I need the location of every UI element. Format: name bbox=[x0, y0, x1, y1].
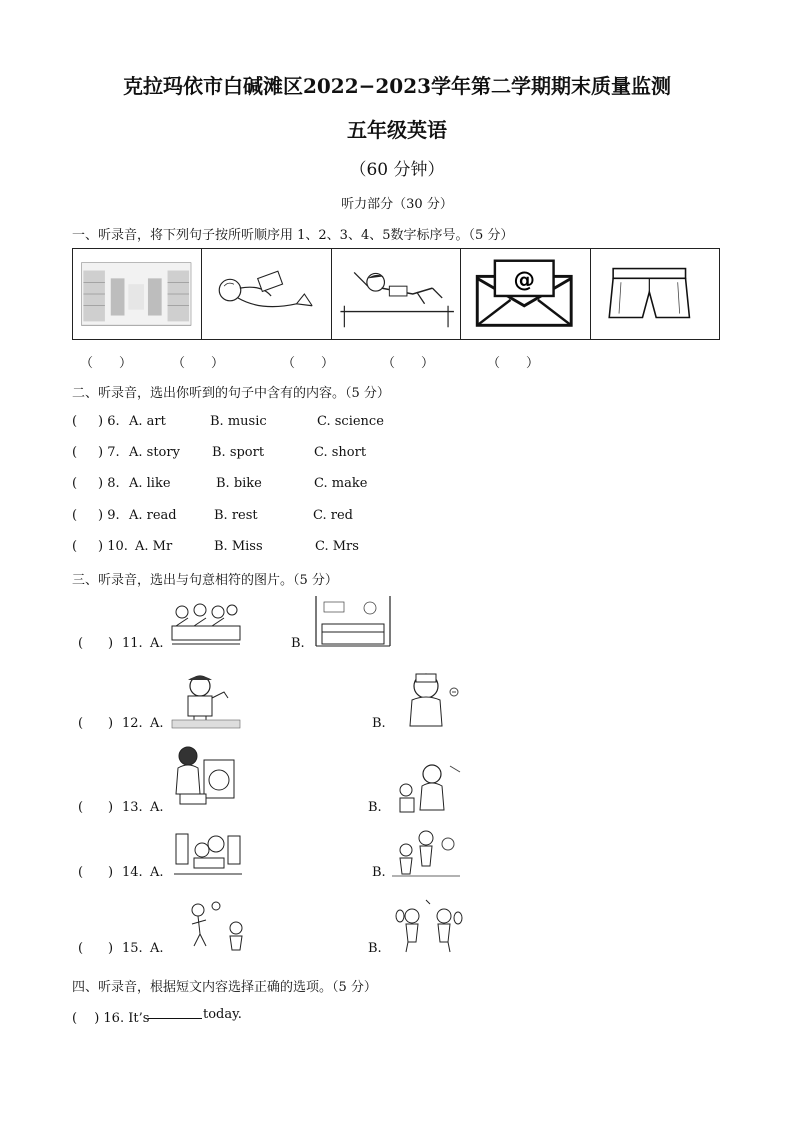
q14-paren-close: ) bbox=[108, 865, 114, 880]
q9-paren[interactable]: ( bbox=[72, 508, 78, 523]
shorts-picture bbox=[591, 249, 719, 339]
svg-text:@: @ bbox=[513, 268, 536, 294]
high-jump-picture bbox=[332, 249, 461, 339]
reading-boy-icon bbox=[202, 249, 330, 339]
q11-number: 11. bbox=[122, 636, 143, 651]
q11-picture-b[interactable] bbox=[314, 594, 392, 648]
q10-option-a[interactable]: A. Mr bbox=[135, 539, 173, 554]
email-picture bbox=[461, 249, 590, 339]
q7-paren[interactable]: ( bbox=[72, 445, 78, 460]
q7-option-b[interactable]: B. sport bbox=[212, 445, 265, 460]
classroom-kids-icon bbox=[170, 600, 242, 646]
q8-option-c[interactable]: C. make bbox=[314, 476, 368, 491]
q15-number: 15. bbox=[122, 941, 143, 956]
q11-option-b[interactable]: B. bbox=[291, 636, 305, 651]
high-jump-icon bbox=[332, 249, 460, 339]
q9-number: ) 9. bbox=[98, 508, 120, 523]
q8-paren[interactable]: ( bbox=[72, 476, 78, 491]
q13-option-b[interactable]: B. bbox=[368, 800, 382, 815]
q16-suffix: today. bbox=[203, 1007, 242, 1022]
email-envelope-icon bbox=[461, 249, 589, 339]
q8-number: ) 8. bbox=[98, 476, 120, 491]
q12-paren-open[interactable]: ( bbox=[78, 716, 84, 731]
badminton-kids-icon bbox=[392, 896, 464, 956]
q14-paren-open[interactable]: ( bbox=[78, 865, 84, 880]
section2-heading: 二、听录音，选出你听到的句子中含有的内容。（5 分） bbox=[72, 386, 390, 401]
q15-paren-open[interactable]: ( bbox=[78, 941, 84, 956]
tennis-players-icon bbox=[178, 898, 250, 954]
q12-option-a[interactable]: A. bbox=[150, 716, 164, 731]
q6-option-a[interactable]: A. art bbox=[129, 414, 166, 429]
q9-option-c[interactable]: C. red bbox=[313, 508, 353, 523]
answer-slot-3[interactable]: （ ） bbox=[282, 356, 335, 371]
q10-paren[interactable]: ( bbox=[72, 539, 78, 554]
q13-number: 13. bbox=[122, 800, 143, 815]
q15-option-b[interactable]: B. bbox=[368, 941, 382, 956]
q8-option-b[interactable]: B. bike bbox=[216, 476, 262, 491]
q10-option-c[interactable]: C. Mrs bbox=[315, 539, 359, 554]
q13-paren-close: ) bbox=[108, 800, 114, 815]
listening-part-label: 听力部分（30 分） bbox=[341, 197, 453, 212]
q11-picture-a[interactable] bbox=[170, 600, 242, 646]
q11-paren-open[interactable]: ( bbox=[78, 636, 84, 651]
q9-option-a[interactable]: A. read bbox=[129, 508, 177, 523]
q6-paren[interactable]: ( bbox=[72, 414, 78, 429]
answer-slot-2[interactable]: （ ） bbox=[172, 356, 225, 371]
q9-option-b[interactable]: B. rest bbox=[214, 508, 258, 523]
q16-blank[interactable] bbox=[148, 1007, 202, 1023]
q13-picture-b[interactable] bbox=[394, 760, 462, 820]
section4-heading: 四、听录音，根据短文内容选择正确的选项。（5 分） bbox=[72, 980, 377, 995]
q12-paren-close: ) bbox=[108, 716, 114, 731]
q16-prefix: ( ) 16. It’s bbox=[72, 1011, 150, 1026]
q12-picture-a[interactable] bbox=[170, 672, 242, 730]
q14-picture-b[interactable] bbox=[390, 826, 462, 880]
kids-playing-icon bbox=[390, 826, 462, 880]
q8-option-a[interactable]: A. like bbox=[129, 476, 171, 491]
q15-picture-a[interactable] bbox=[178, 898, 250, 954]
q6-number: ) 6. bbox=[98, 414, 120, 429]
q14-number: 14. bbox=[122, 865, 143, 880]
library-icon bbox=[73, 249, 201, 339]
q6-option-c[interactable]: C. science bbox=[317, 414, 384, 429]
q14-option-a[interactable]: A. bbox=[150, 865, 164, 880]
q7-number: ) 7. bbox=[98, 445, 120, 460]
exam-title: 克拉玛依市白碱滩区2022−2023学年第二学期期末质量监测 bbox=[122, 74, 672, 98]
boy-with-towel-icon bbox=[170, 672, 242, 730]
q14-picture-a[interactable] bbox=[172, 828, 244, 878]
q12-option-b[interactable]: B. bbox=[372, 716, 386, 731]
q13-picture-a[interactable] bbox=[170, 744, 238, 808]
q12-number: 12. bbox=[122, 716, 143, 731]
q13-paren-open[interactable]: ( bbox=[78, 800, 84, 815]
answer-slot-1[interactable]: （ ） bbox=[80, 356, 133, 371]
q15-option-a[interactable]: A. bbox=[150, 941, 164, 956]
q14-option-b[interactable]: B. bbox=[372, 865, 386, 880]
q7-option-c[interactable]: C. short bbox=[314, 445, 367, 460]
q10-number: ) 10. bbox=[98, 539, 128, 554]
q11-option-a[interactable]: A. bbox=[150, 636, 164, 651]
q7-option-a[interactable]: A. story bbox=[129, 445, 180, 460]
q11-paren-close: ) bbox=[108, 636, 114, 651]
shorts-icon bbox=[591, 249, 719, 339]
answer-slot-4[interactable]: （ ） bbox=[382, 356, 435, 371]
exam-duration: （60 分钟） bbox=[349, 160, 445, 180]
kitchen-room-icon bbox=[314, 594, 392, 648]
section1-heading: 一、听录音，将下列句子按所听顺序用 1、2、3、4、5数字标序号。（5 分） bbox=[72, 228, 514, 243]
q10-option-b[interactable]: B. Miss bbox=[214, 539, 263, 554]
sleeping-boy-picture bbox=[202, 249, 331, 339]
q15-paren-close: ) bbox=[108, 941, 114, 956]
washing-machine-icon bbox=[170, 744, 238, 808]
q13-option-a[interactable]: A. bbox=[150, 800, 164, 815]
section1-picture-table bbox=[72, 248, 720, 340]
section3-heading: 三、听录音，选出与句意相符的图片。（5 分） bbox=[72, 573, 338, 588]
sick-girl-icon bbox=[402, 666, 466, 732]
answer-slot-5[interactable]: （ ） bbox=[487, 356, 540, 371]
library-shelves-picture bbox=[73, 249, 202, 339]
q15-picture-b[interactable] bbox=[392, 896, 464, 956]
q6-option-b[interactable]: B. music bbox=[210, 414, 267, 429]
q12-picture-b[interactable] bbox=[402, 666, 466, 732]
girl-with-plants-icon bbox=[394, 760, 462, 820]
family-reading-icon bbox=[172, 828, 244, 878]
exam-subject: 五年级英语 bbox=[347, 118, 447, 142]
